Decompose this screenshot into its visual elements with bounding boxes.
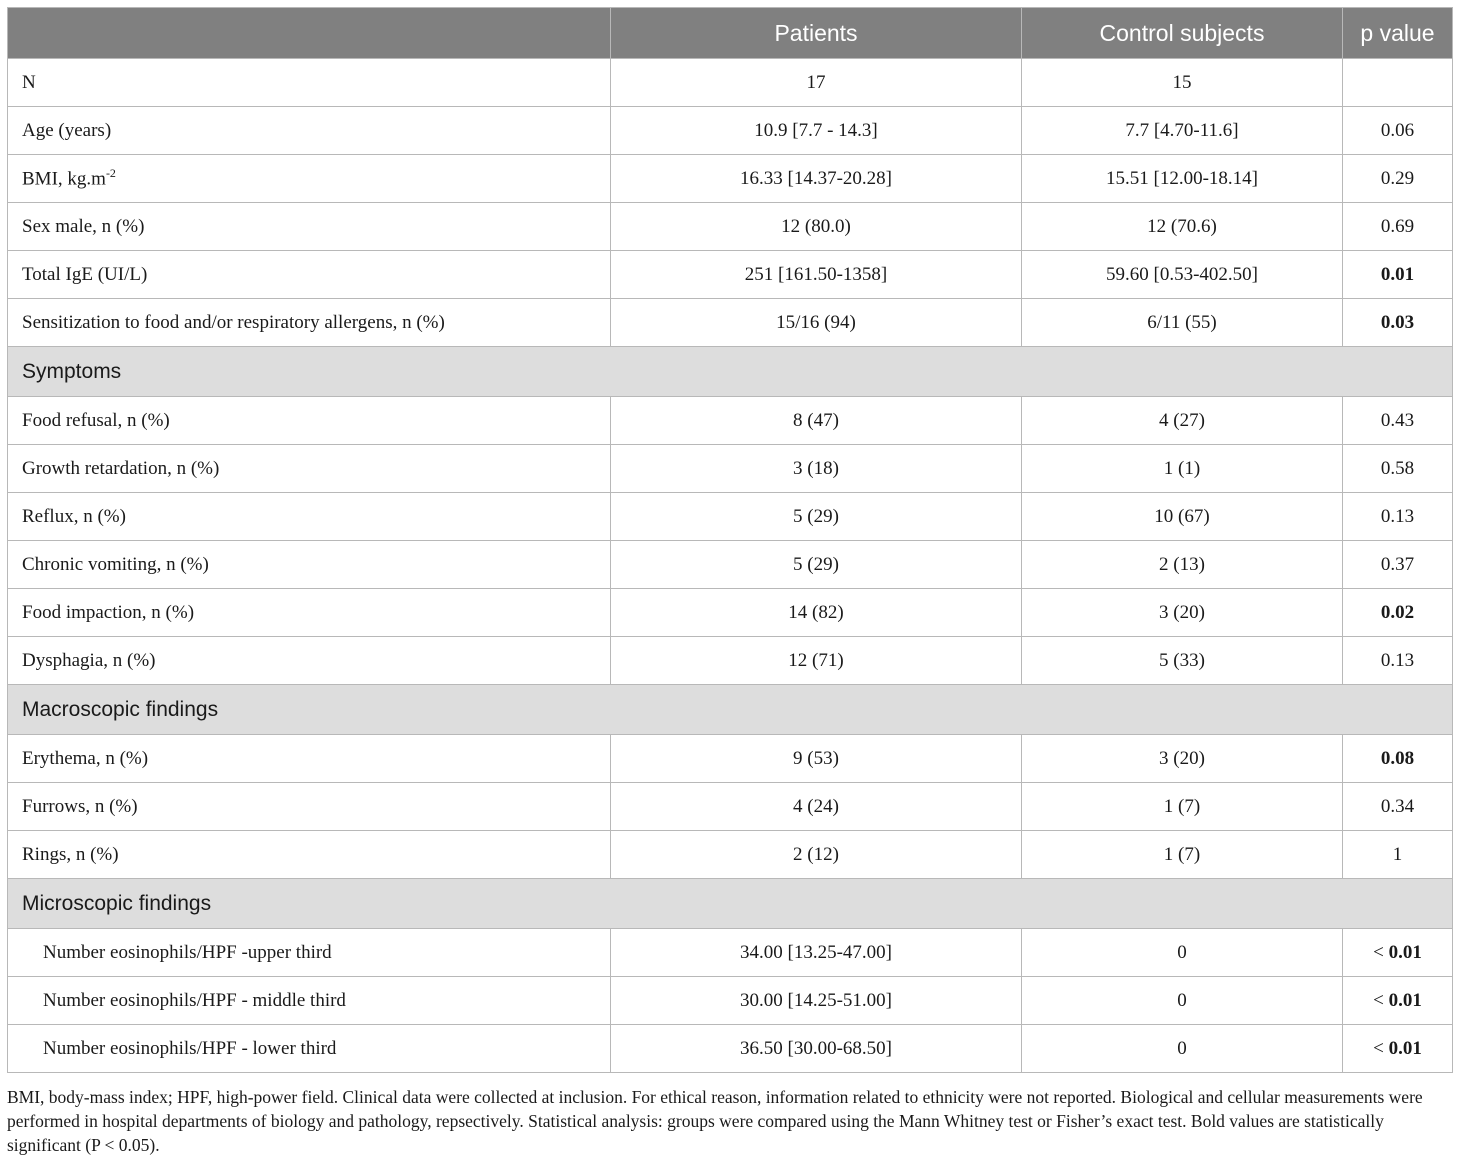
table-row xyxy=(8,977,1453,1025)
section-title: Macroscopic findings xyxy=(8,685,1453,735)
table-row xyxy=(8,589,1453,637)
row-label-text: Number eosinophils/HPF - lower third xyxy=(43,1037,337,1059)
p-value-cell xyxy=(1343,493,1453,541)
p-value-cell xyxy=(1343,299,1453,347)
row-label xyxy=(8,299,611,347)
p-value-cell xyxy=(1343,783,1453,831)
p-value-cell xyxy=(1343,203,1453,251)
table-row xyxy=(8,299,1453,347)
patients-value: 36.50 [30.00-68.50] xyxy=(611,1025,1022,1073)
p-value-prefix: < xyxy=(1373,989,1389,1011)
header-p-value: p value xyxy=(1343,8,1453,59)
controls-value: 15 xyxy=(1022,59,1343,107)
p-value: 0.13 xyxy=(1380,649,1415,671)
patients-value: 5 (29) xyxy=(611,493,1022,541)
table-row xyxy=(8,445,1453,493)
patients-value: 34.00 [13.25-47.00] xyxy=(611,929,1022,977)
p-value: 0.01 xyxy=(1388,989,1422,1011)
p-value-prefix: < xyxy=(1373,1037,1389,1059)
patients-value: 10.9 [7.7 - 14.3] xyxy=(611,107,1022,155)
patients-value: 3 (18) xyxy=(611,445,1022,493)
table-row xyxy=(8,107,1453,155)
table-row xyxy=(8,783,1453,831)
patients-value: 9 (53) xyxy=(611,735,1022,783)
row-label xyxy=(8,783,611,831)
row-label xyxy=(8,155,611,203)
row-label-text: Number eosinophils/HPF - middle third xyxy=(43,989,346,1011)
row-label-text: Number eosinophils/HPF -upper third xyxy=(43,941,332,963)
table-row xyxy=(8,637,1453,685)
section-title: Symptoms xyxy=(8,347,1453,397)
row-label-text: Furrows, n (%) xyxy=(22,795,138,817)
table-row xyxy=(8,493,1453,541)
row-label xyxy=(8,107,611,155)
row-label-text: Reflux, n (%) xyxy=(22,505,126,527)
section-header-row xyxy=(8,347,1453,397)
p-value-cell xyxy=(1343,445,1453,493)
p-value: 0.37 xyxy=(1380,553,1415,575)
controls-value: 6/11 (55) xyxy=(1022,299,1343,347)
controls-value: 1 (7) xyxy=(1022,831,1343,879)
row-label xyxy=(8,541,611,589)
table-row xyxy=(8,541,1453,589)
table-row xyxy=(8,59,1453,107)
table-row xyxy=(8,831,1453,879)
p-value: 0.29 xyxy=(1380,167,1415,189)
row-label xyxy=(8,589,611,637)
p-value-cell xyxy=(1343,977,1453,1025)
controls-value: 59.60 [0.53-402.50] xyxy=(1022,251,1343,299)
table-row xyxy=(8,929,1453,977)
controls-value: 7.7 [4.70-11.6] xyxy=(1022,107,1343,155)
controls-value: 1 (1) xyxy=(1022,445,1343,493)
table-footnote: BMI, body-mass index; HPF, high-power field. Clinical data were collected at inclusion. For ethical reason, information related to ethnicity were not reported. Biological and cellular measurements were performed in hospital departments of biology and pathology, repsectively. Statistical analysis: groups were compared using the Mann Whitney test or Fisher’s exact test. Bold values are statistically significant (P < 0.05). xyxy=(7,1087,1423,1155)
table-row xyxy=(8,251,1453,299)
p-value: 0.01 xyxy=(1388,941,1422,963)
p-value-prefix: < xyxy=(1373,941,1389,963)
row-label-text: Food impaction, n (%) xyxy=(22,601,195,623)
clinical-characteristics-table xyxy=(7,7,1453,1073)
row-label-text: Chronic vomiting, n (%) xyxy=(22,553,209,575)
row-label-text: N xyxy=(22,71,36,93)
p-value: 0.69 xyxy=(1380,215,1415,237)
p-value: 0.02 xyxy=(1380,601,1415,623)
p-value-cell xyxy=(1343,397,1453,445)
row-label-text: Erythema, n (%) xyxy=(22,747,149,769)
patients-value: 4 (24) xyxy=(611,783,1022,831)
table-row xyxy=(8,735,1453,783)
row-label-text: Rings, n (%) xyxy=(22,843,119,865)
controls-value: 3 (20) xyxy=(1022,735,1343,783)
row-label-text: Food refusal, n (%) xyxy=(22,409,170,431)
row-label xyxy=(8,59,611,107)
p-value-cell xyxy=(1343,831,1453,879)
controls-value: 2 (13) xyxy=(1022,541,1343,589)
row-label-text: Growth retardation, n (%) xyxy=(22,457,220,479)
row-label-text: Sensitization to food and/or respiratory allergens, n (%) xyxy=(22,311,445,333)
row-label xyxy=(8,251,611,299)
controls-value: 0 xyxy=(1022,929,1343,977)
row-label-text: Total IgE (UI/L) xyxy=(22,263,148,285)
row-label xyxy=(8,637,611,685)
p-value-cell xyxy=(1343,251,1453,299)
header-patients: Patients xyxy=(611,8,1022,59)
p-value-cell xyxy=(1343,541,1453,589)
controls-value: 4 (27) xyxy=(1022,397,1343,445)
p-value-cell xyxy=(1343,929,1453,977)
header-label-column xyxy=(8,8,611,59)
section-header-row xyxy=(8,685,1453,735)
row-label-text: Age (years) xyxy=(22,119,112,141)
section-title: Microscopic findings xyxy=(8,879,1453,929)
patients-value: 8 (47) xyxy=(611,397,1022,445)
p-value: 0.01 xyxy=(1380,263,1415,285)
controls-value: 1 (7) xyxy=(1022,783,1343,831)
row-label xyxy=(8,493,611,541)
p-value: 0.03 xyxy=(1380,311,1415,333)
controls-value: 15.51 [12.00-18.14] xyxy=(1022,155,1343,203)
p-value: 0.01 xyxy=(1388,1037,1422,1059)
row-label xyxy=(8,735,611,783)
p-value: 1 xyxy=(1392,843,1403,865)
row-label-text: BMI, kg.m xyxy=(22,168,106,190)
row-label xyxy=(8,1025,611,1073)
p-value-cell xyxy=(1343,589,1453,637)
row-label-text: Dysphagia, n (%) xyxy=(22,649,156,671)
p-value: 0.06 xyxy=(1380,119,1415,141)
patients-value: 16.33 [14.37-20.28] xyxy=(611,155,1022,203)
p-value: 0.43 xyxy=(1380,409,1415,431)
patients-value: 5 (29) xyxy=(611,541,1022,589)
controls-value: 3 (20) xyxy=(1022,589,1343,637)
row-label xyxy=(8,397,611,445)
row-label xyxy=(8,445,611,493)
p-value-cell xyxy=(1343,735,1453,783)
controls-value: 0 xyxy=(1022,1025,1343,1073)
header-control-subjects: Control subjects xyxy=(1022,8,1343,59)
row-label xyxy=(8,831,611,879)
table-header-row xyxy=(8,8,1453,59)
row-label xyxy=(8,977,611,1025)
patients-value: 15/16 (94) xyxy=(611,299,1022,347)
p-value-cell xyxy=(1343,1025,1453,1073)
patients-value: 14 (82) xyxy=(611,589,1022,637)
p-value: 0.34 xyxy=(1380,795,1415,817)
p-value: 0.58 xyxy=(1380,457,1415,479)
row-label-superscript: -2 xyxy=(105,166,116,181)
patients-value: 17 xyxy=(611,59,1022,107)
row-label xyxy=(8,929,611,977)
patients-value: 12 (71) xyxy=(611,637,1022,685)
patients-value: 30.00 [14.25-51.00] xyxy=(611,977,1022,1025)
table-row xyxy=(8,397,1453,445)
table-body xyxy=(8,59,1453,1073)
patients-value: 12 (80.0) xyxy=(611,203,1022,251)
controls-value: 10 (67) xyxy=(1022,493,1343,541)
table-row xyxy=(8,155,1453,203)
row-label xyxy=(8,203,611,251)
controls-value: 0 xyxy=(1022,977,1343,1025)
patients-value: 251 [161.50-1358] xyxy=(611,251,1022,299)
p-value-cell xyxy=(1343,637,1453,685)
patients-value: 2 (12) xyxy=(611,831,1022,879)
p-value-cell xyxy=(1343,155,1453,203)
p-value-cell xyxy=(1343,59,1453,107)
controls-value: 5 (33) xyxy=(1022,637,1343,685)
p-value-cell xyxy=(1343,107,1453,155)
p-value: 0.08 xyxy=(1380,747,1415,769)
section-header-row xyxy=(8,879,1453,929)
table-row xyxy=(8,1025,1453,1073)
data-table-container xyxy=(7,7,1452,1073)
controls-value: 12 (70.6) xyxy=(1022,203,1343,251)
table-row xyxy=(8,203,1453,251)
row-label-text: Sex male, n (%) xyxy=(22,215,145,237)
p-value: 0.13 xyxy=(1380,505,1415,527)
